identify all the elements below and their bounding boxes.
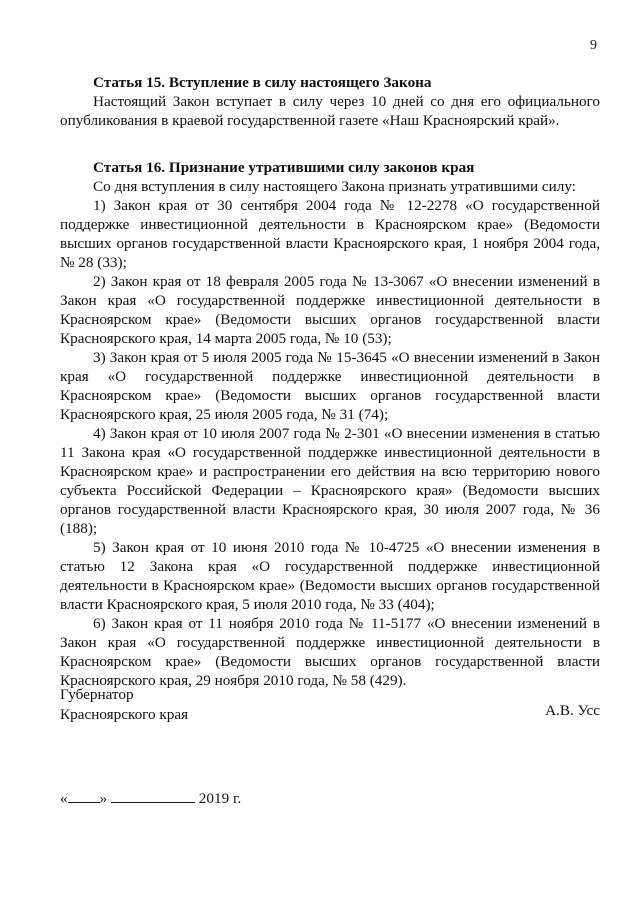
page-number: 9 <box>590 38 597 53</box>
article-15 <box>60 73 600 130</box>
repealed-law-item: 2) Закон края от 18 февраля 2005 года № 13-3067 «О внесении изменений в Закон края «О государственной поддержке инвестиционной деятельности в Красноярском крае» (Ведомости высших органов государственной власти Красноярского края, 14 марта 2005 года, № 10 (53); <box>60 273 600 347</box>
month-blank <box>111 789 195 803</box>
article-15-heading: Статья 15. Вступление в силу настоящего Закона <box>93 74 432 91</box>
date-close-quote: » <box>99 790 108 807</box>
article-16 <box>60 158 600 690</box>
repealed-law-item: 1) Закон края от 30 сентября 2004 года № 12-2278 «О государственной поддержке инвестиционной деятельности в Красноярском крае» (Ведомости высших органов государственной власти Красноярского края, 1 ноября 2004 года, № 28 (33); <box>60 197 600 271</box>
signature-block <box>60 685 600 725</box>
repealed-law-item: 6) Закон края от 11 ноября 2010 года № 11-5177 «О внесении изменений в Закон края «О государственной поддержке инвестиционной деятельности в Красноярском крае» (Ведомости высших органов государственной власти Красноярского края, 29 ноября 2010 года, № 58 (429). <box>60 615 600 689</box>
article-16-intro: Со дня вступления в силу настоящего Закона признать утратившими силу: <box>93 178 576 195</box>
repealed-law-item: 5) Закон края от 10 июня 2010 года № 10-4725 «О внесении изменения в статью 12 Закона края «О государственной поддержке инвестиционной деятельности в Красноярском крае» (Ведомости высших органов государственной власти Красноярского края, 5 июля 2010 года, № 33 (404); <box>60 539 600 613</box>
article-15-text: Настоящий Закон вступает в силу через 10 дней со дня его официального опубликования в краевой государственной газете «Наш Красноярский край». <box>60 93 600 129</box>
date-year: 2019 г. <box>198 790 242 807</box>
repealed-law-item: 4) Закон края от 10 июля 2007 года № 2-301 «О внесении изменения в статью 11 Закона края «О государственной поддержке инвестиционной деятельности в Красноярском крае» и распространении его действия на всю территорию нового субъекта Российской Федерации – Красноярского края» (Ведомости высших органов государственной власти Красноярского края, 30 июля 2007 года, № 36 (188); <box>60 425 600 537</box>
day-blank <box>68 789 100 803</box>
date-line <box>60 789 241 808</box>
repealed-law-item: 3) Закон края от 5 июля 2005 года № 15-3645 «О внесении изменений в Закон края «О государственной поддержке инвестиционной деятельности в Красноярском крае» (Ведомости высших органов государственной власти Красноярского края, 25 июля 2005 года, № 31 (74); <box>60 349 600 423</box>
article-16-heading: Статья 16. Признание утратившими силу законов края <box>93 159 475 176</box>
signatory-title-line1: Губернатор <box>60 686 134 703</box>
signatory-name: А.В. Усс <box>545 702 600 719</box>
date-open-quote: « <box>60 790 68 807</box>
signatory-title-line2: Красноярского края <box>60 706 189 723</box>
